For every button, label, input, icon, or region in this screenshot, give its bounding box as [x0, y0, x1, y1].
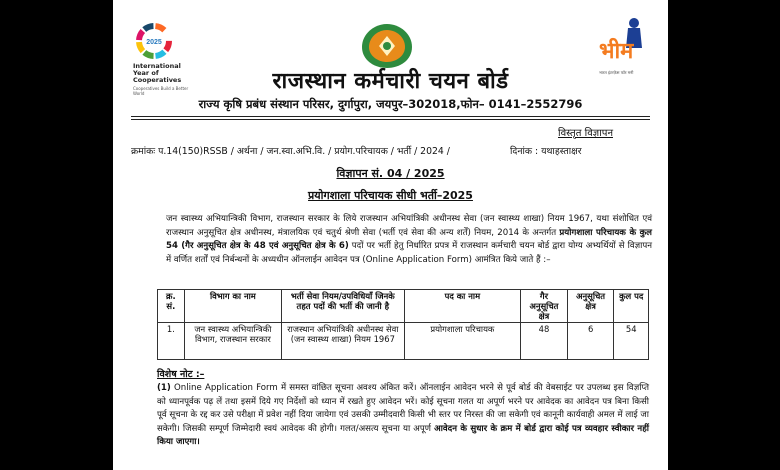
note-text-bold: आवेदन के सुधार के क्रम में बोर्ड द्वारा कोई पत्र व्यवहार स्वीकार नहीं किया जाएगा। — [157, 423, 649, 447]
iyc-ring-icon — [133, 20, 175, 62]
table-row — [158, 323, 649, 360]
document-page — [113, 0, 668, 470]
intro-paragraph — [166, 213, 652, 267]
intro-text-bold: प्रयोगशाला परिचायक के कुल 54 (गैर अनुसूचित क्षेत्र के 48 एवं अनुसूचित क्षेत्र के 6) — [166, 227, 653, 251]
intro-text-2: पदों पर भर्ती हेतु निर्धारित प्रपत्र में राजस्थान कर्मचारी चयन बोर्ड द्वारा योग्य अभ्यर्थियों से विज्ञापन में वर्णित शर्तों एवं निर्बन्धनों के अध्यधीन ऑनलाईन आवेदन पत्र (Online Application Form) आमंत्रित किये जाते हैं :– — [166, 241, 652, 265]
org-title: राजस्थान कर्मचारी चयन बोर्ड — [272, 69, 509, 94]
bhim-wordmark: भीम — [599, 39, 634, 64]
cell-non-scheduled: 48 — [521, 323, 568, 360]
table-header-row — [158, 290, 649, 323]
rssb-emblem-icon — [360, 22, 414, 70]
note-text: Online Application Form में समस्त वांछित सूचना अवश्य अंकित करें। ऑनलाईन आवेदन भरने से पूर्व बोर्ड की वेबसाईट पर उपलब्ध इस विज्ञप्ति को ध्यानपूर्वक पढ़ लें तथा इसमें दिये गए निर्देशों को ध्यान में रखते हुए आवेदन भरें। कोई सूचना गलत या अपूर्ण भरने पर आवेदक का आवेदन पत्र बिना किसी पूर्व सूचना के रद्द कर उसे परीक्षा में प्रवेश नहीं दिया जायेगा एवं उसकी उम्मीदवारी किसी भी स्तर पर निरस्त की जा सकेगी एवं कानूनी कार्यवाही अमल में लाई जा सकेगी। जिसकी सम्पूर्ण जिम्मेदारी स्वयं आवेदक की होगी। गलत/असत्य सूचना या अपूर्ण — [157, 383, 649, 434]
iyc-tagline: Cooperatives Build a Better World — [133, 86, 189, 96]
advert-type: विस्तृत विज्ञापन — [558, 128, 613, 139]
intro-text-1: जन स्वास्थ्य अभियान्त्रिकी विभाग, राजस्थान सरकार के लिये राजस्थान अभियांत्रिकी अधीनस्थ सेवा (जन स्वास्थ्य शाखा) नियम 1967, यथा संशोधित एवं राजस्थान अनुसूचित क्षेत्र अधीनस्थ, मंत्रालयिक एवं चतुर्थ श्रेणी सेवा (भर्ती एवं सेवा की अन्य शर्तें) नियम, 2014 के अन्तर्गत — [166, 214, 652, 238]
posts-table — [157, 289, 649, 360]
bhim-tagline: भारत इंटरफ़ेस फॉर मनी — [599, 70, 634, 75]
reference-number: क्रमांकः प.14(150)RSSB / अर्थना / जन.स्वा.अभि.वि. / प्रयोग.परिचायक / भर्ती / 2024 / — [131, 146, 450, 157]
cell-post-name: प्रयोगशाला परिचायक — [404, 323, 521, 360]
bhim-icon — [597, 14, 657, 72]
cell-department: जन स्वास्थ्य अभियान्त्रिकी विभाग, राजस्थान सरकार — [184, 323, 281, 360]
iyc-title: International Year of Cooperatives — [133, 62, 182, 84]
col-non-scheduled: गैर अनुसूचित क्षेत्र — [521, 290, 568, 323]
col-rules: भर्ती सेवा नियम/उपविधियाँ जिनके तहत पदों की भर्ती की जानी है — [282, 290, 405, 323]
advert-title: प्रयोगशाला परिचायक सीधी भर्ती–2025 — [308, 189, 473, 202]
col-serial: क्र. सं. — [158, 290, 185, 323]
advert-number: विज्ञापन सं. 04 / 2025 — [336, 167, 445, 180]
iyc-year: 2025 — [146, 39, 162, 46]
cell-serial: 1. — [158, 323, 185, 360]
col-total: कुल पद — [614, 290, 649, 323]
notes-heading: विशेष नोट :– — [157, 369, 205, 380]
cell-total: 54 — [614, 323, 649, 360]
cell-scheduled: 6 — [567, 323, 614, 360]
reference-date: दिनांक : यथाहस्ताक्षर — [510, 146, 582, 157]
cell-rules: राजस्थान अभियांत्रिकी अधीनस्थ सेवा (जन स्वास्थ्य शाखा) नियम 1967 — [282, 323, 405, 360]
col-scheduled: अनुसूचित क्षेत्र — [567, 290, 614, 323]
col-post-name: पद का नाम — [404, 290, 521, 323]
note-paragraph — [157, 382, 649, 450]
col-department: विभाग का नाम — [184, 290, 281, 323]
org-address: राज्य कृषि प्रबंध संस्थान परिसर, दुर्गापुरा, जयपुर–302018,फोन– 0141–2552796 — [198, 97, 583, 111]
note-number: (1) — [157, 383, 171, 393]
header-rule — [131, 116, 650, 117]
header-rule-thin — [131, 119, 650, 120]
